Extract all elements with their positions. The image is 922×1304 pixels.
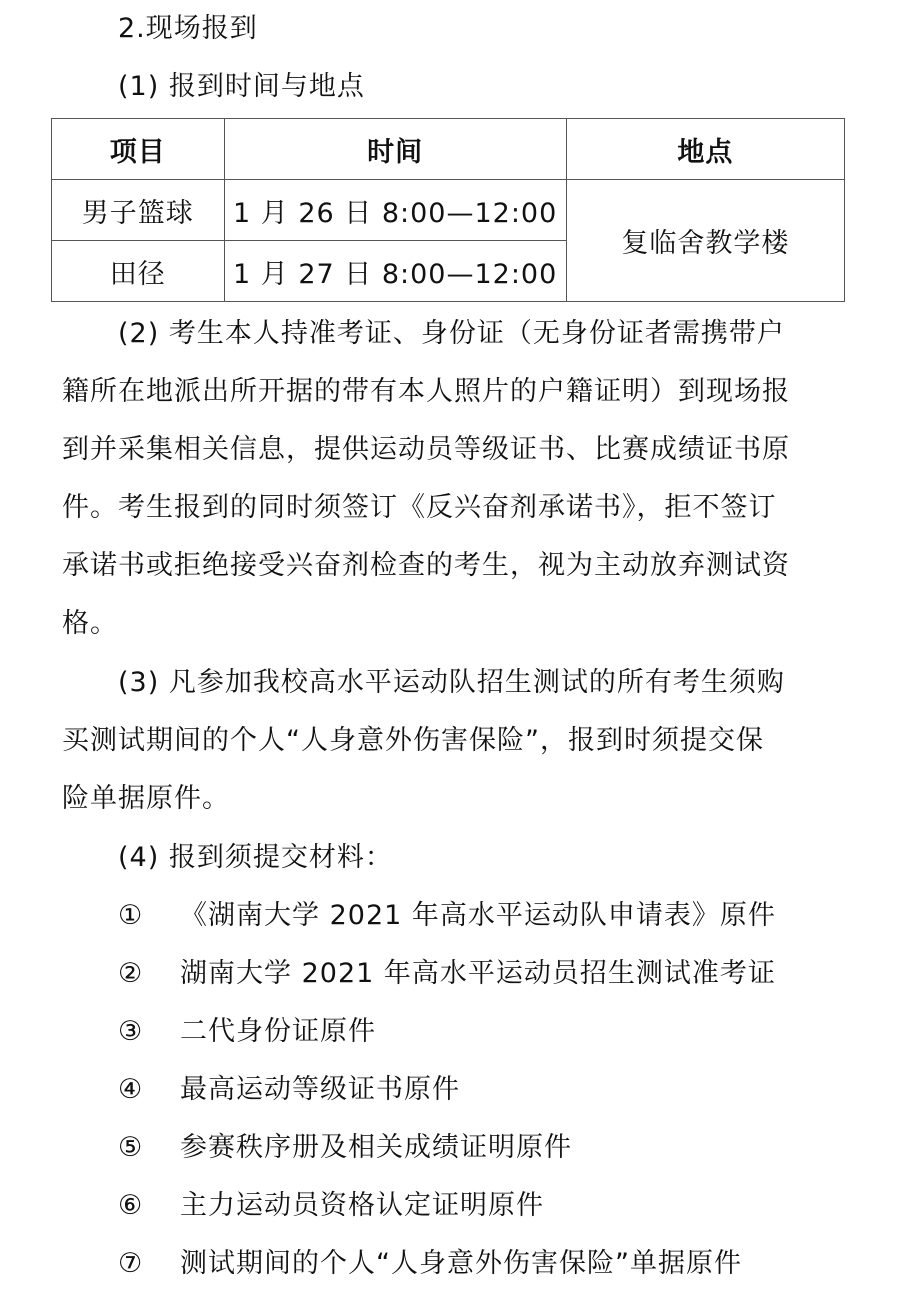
paragraph-line: 险单据原件。 — [62, 783, 230, 814]
cell-location: 复临舍教学楼 — [566, 180, 844, 302]
list-item — [118, 899, 776, 933]
table-row — [52, 180, 845, 241]
paragraph-line: 买测试期间的个人“人身意外伤害保险”，报到时须提交保 — [62, 725, 764, 756]
list-item-number: ② — [118, 958, 144, 989]
list-item-number: ⑤ — [118, 1132, 144, 1163]
paragraph-line: 承诺书或拒绝接受兴奋剂检查的考生，视为主动放弃测试资 — [62, 550, 790, 581]
paragraph-line: 到并采集相关信息，提供运动员等级证书、比赛成绩证书原 — [62, 434, 790, 465]
list-item-text: 二代身份证原件 — [180, 1016, 376, 1047]
section-title: 2.现场报到 — [118, 13, 258, 44]
list-item — [118, 957, 776, 991]
report-table — [51, 118, 845, 302]
list-item — [118, 1189, 544, 1223]
list-item-text: 主力运动员资格认定证明原件 — [180, 1190, 544, 1221]
subsection-title-1: (1) 报到时间与地点 — [118, 71, 365, 102]
paragraph-line: (2) 考生本人持准考证、身份证（无身份证者需携带户 — [118, 318, 785, 349]
subsection-title-4: (4) 报到须提交材料： — [118, 842, 393, 873]
cell-item: 男子篮球 — [52, 180, 225, 241]
cell-time: 1 月 27 日 8:00—12:00 — [224, 241, 566, 302]
header-item: 项目 — [52, 119, 225, 180]
list-item — [118, 1015, 376, 1049]
paragraph-line: 格。 — [62, 608, 118, 639]
paragraph-line: 件。考生报到的同时须签订《反兴奋剂承诺书》，拒不签订 — [62, 492, 777, 523]
paragraph-line: 籍所在地派出所开据的带有本人照片的户籍证明）到现场报 — [62, 376, 790, 407]
list-item-text: 《湖南大学 2021 年高水平运动队申请表》原件 — [180, 900, 776, 931]
list-item — [118, 1247, 742, 1281]
list-item-number: ⑥ — [118, 1190, 144, 1221]
list-item-text: 测试期间的个人“人身意外伤害保险”单据原件 — [180, 1248, 742, 1279]
list-item-text: 参赛秩序册及相关成绩证明原件 — [180, 1132, 572, 1163]
list-item-text: 最高运动等级证书原件 — [180, 1074, 460, 1105]
cell-time: 1 月 26 日 8:00—12:00 — [224, 180, 566, 241]
header-location: 地点 — [566, 119, 844, 180]
list-item-text: 湖南大学 2021 年高水平运动员招生测试准考证 — [180, 958, 776, 989]
cell-item: 田径 — [52, 241, 225, 302]
list-item — [118, 1131, 572, 1165]
list-item-number: ③ — [118, 1016, 144, 1047]
list-item-number: ① — [118, 900, 144, 931]
list-item-number: ④ — [118, 1074, 144, 1105]
list-item-number: ⑦ — [118, 1248, 144, 1279]
table-header-row — [52, 119, 845, 180]
paragraph-line: (3) 凡参加我校高水平运动队招生测试的所有考生须购 — [118, 667, 785, 698]
header-time: 时间 — [224, 119, 566, 180]
list-item — [118, 1073, 460, 1107]
